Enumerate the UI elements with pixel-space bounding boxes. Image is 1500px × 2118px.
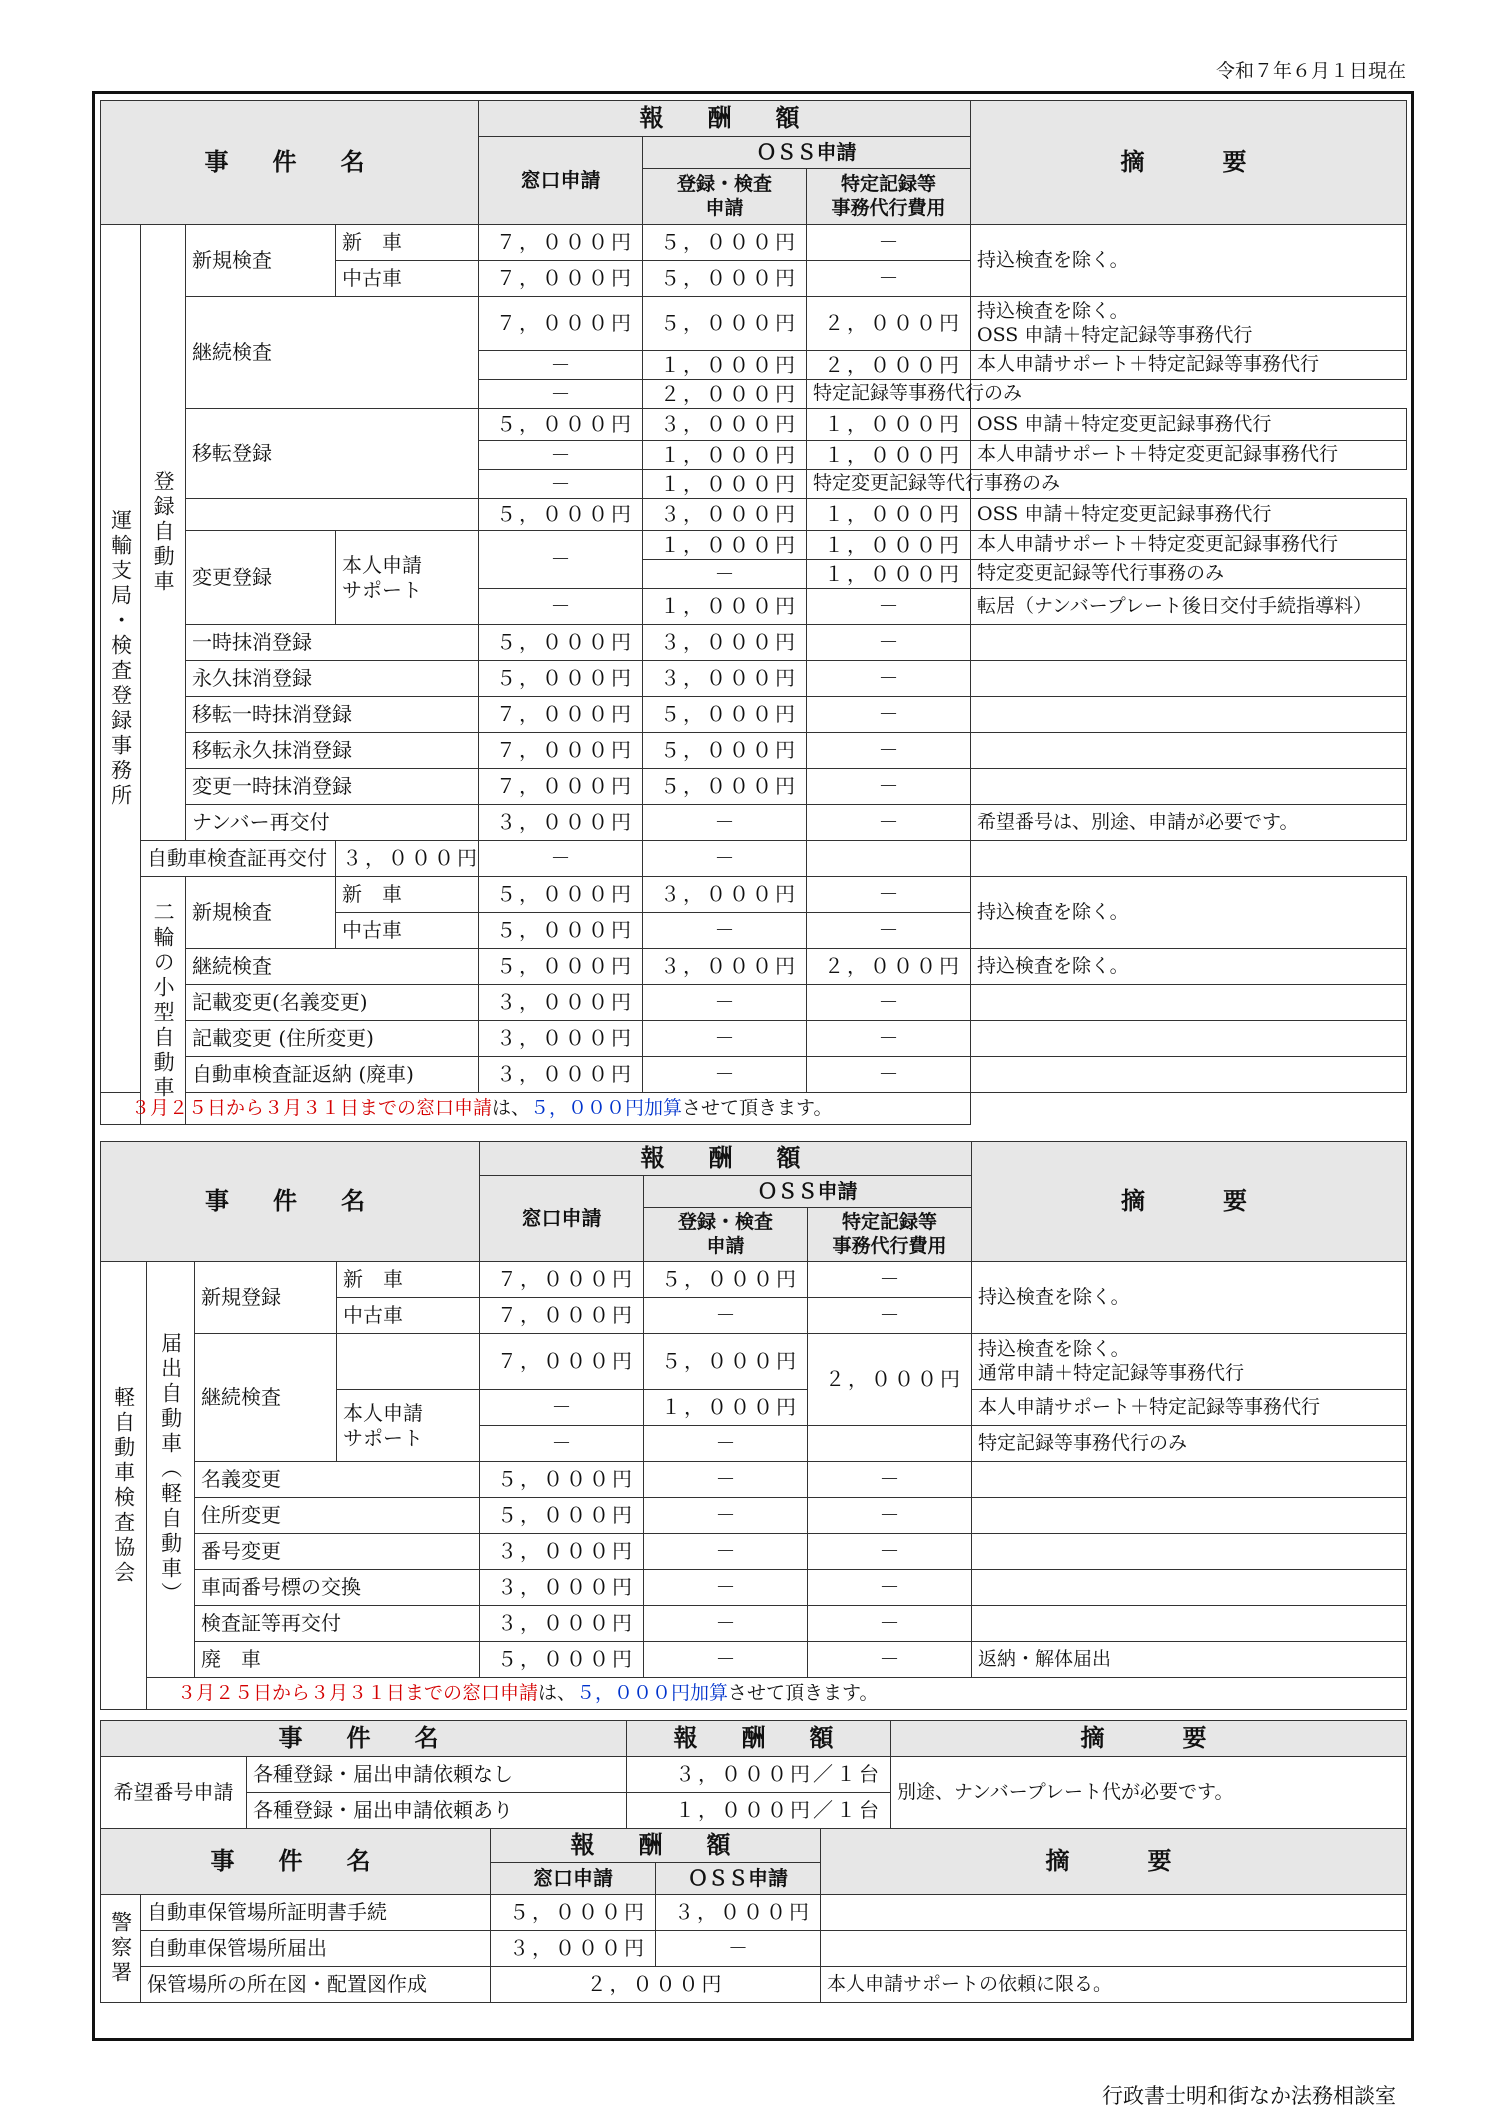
header-hoshu: 報 酬 額 [627, 1721, 891, 1757]
header-oss: ＯＳＳ申請 [643, 137, 971, 169]
item-name: 移転一時抹消登録 [186, 697, 479, 733]
fee-cell: １，０００円 [807, 531, 971, 560]
item-name: 記載変更(名義変更) [186, 985, 479, 1021]
fee-cell: － [643, 1057, 807, 1093]
fee-table-police [100, 1828, 1407, 2003]
fee-cell: － [807, 661, 971, 697]
note-cell [971, 985, 1407, 1021]
item-name: 検査証等再交付 [195, 1606, 480, 1642]
header-madoguchi: 窓口申請 [479, 137, 643, 225]
fee-cell: － [644, 1570, 808, 1606]
fee-cell: ５，０００円 [643, 733, 807, 769]
header-touroku-kensa: 登録・検査 申請 [644, 1208, 808, 1262]
item-keizoku: 継続検査 [186, 297, 479, 409]
fee-cell: － [807, 985, 971, 1021]
fee-cell: ７，０００円 [479, 769, 643, 805]
table-row [101, 661, 1407, 697]
item-name: 自動車保管場所証明書手続 [141, 1895, 491, 1931]
fee-cell: ２，０００円 [491, 1967, 821, 2003]
fee-cell: １，０００円 [807, 441, 971, 470]
fee-cell: － [808, 1606, 972, 1642]
table-row [101, 1021, 1407, 1057]
fee-cell: － [808, 1462, 972, 1498]
item-iten: 移転登録 [186, 409, 479, 499]
fee-cell: ３，０００円 [480, 1606, 644, 1642]
fee-cell: ３，０００円 [491, 1931, 656, 1967]
table-row [101, 769, 1407, 805]
fee-cell: － [643, 913, 807, 949]
fee-cell: － [644, 1462, 808, 1498]
item-name: 変更一時抹消登録 [186, 769, 479, 805]
header-jiken: 事 件 名 [101, 101, 479, 225]
note-cell: 特定記録等事務代行のみ [972, 1426, 1407, 1462]
fee-cell: ３，０００円 [643, 409, 807, 441]
fee-cell: ７，０００円 [480, 1334, 644, 1390]
header-jiken: 事 件 名 [101, 1829, 491, 1895]
item-bike-keizoku: 継続検査 [186, 949, 479, 985]
fee-cell: － [808, 1498, 972, 1534]
table-row [101, 1967, 1407, 2003]
fee-cell: ５，０００円 [643, 769, 807, 805]
fee-cell: － [644, 1298, 808, 1334]
fee-cell: ２，０００円 [807, 351, 971, 380]
fee-cell: － [479, 351, 643, 380]
table-row [101, 1570, 1407, 1606]
as-of-date: 令和７年６月１日現在 [1215, 60, 1406, 82]
item-name: 名義変更 [195, 1462, 480, 1498]
note-cell: 本人申請サポート＋特定記録等事務代行 [971, 351, 1407, 380]
header-oss: ＯＳＳ申請 [656, 1863, 821, 1895]
table-row [101, 1534, 1407, 1570]
fee-cell: １，０００円 [643, 470, 807, 499]
fee-cell: － [807, 733, 971, 769]
note-cell: 持込検査を除く。 OSS 申請＋特定記録等事務代行 [971, 297, 1407, 351]
fee-cell: － [807, 225, 971, 261]
category-two-wheel: 二輪の小型自動車 [141, 877, 186, 1125]
fee-cell: ７，０００円 [480, 1262, 644, 1298]
table-row [101, 1462, 1407, 1498]
item-name: 自動車検査証返納 (廃車) [186, 1057, 479, 1093]
table-row [101, 985, 1407, 1021]
fee-cell: － [644, 1642, 808, 1678]
note-cell: OSS 申請＋特定変更記録事務代行 [971, 409, 1407, 441]
fee-cell: ３，０００円 [480, 1570, 644, 1606]
fee-cell: ３，０００円 [479, 1057, 643, 1093]
sub-support: 本人申請 サポート [336, 531, 479, 625]
sub-new-car: 新 車 [336, 877, 479, 913]
header-tokutei: 特定記録等 事務代行費用 [808, 1208, 972, 1262]
table-row [101, 805, 1407, 841]
fee-cell: － [807, 625, 971, 661]
fee-table-preferred-number [100, 1720, 1407, 1829]
note-cell [972, 1498, 1407, 1534]
fee-cell: ２，０００円 [807, 949, 971, 985]
item-name: 保管場所の所在図・配置図作成 [141, 1967, 491, 2003]
fee-cell: ３，０００円 [643, 625, 807, 661]
header-tekiyo: 摘 要 [971, 101, 1407, 225]
item-name: 各種登録・届出申請依頼あり [247, 1793, 627, 1829]
item-henko: 変更登録 [186, 531, 336, 625]
org-police: 警察署 [101, 1895, 141, 2003]
fee-cell: － [644, 1606, 808, 1642]
fee-cell: ２，０００円 [643, 380, 807, 409]
note-cell: 希望番号は、別途、申請が必要です。 [971, 805, 1407, 841]
fee-cell: － [807, 1021, 971, 1057]
fee-cell: ７，０００円 [479, 733, 643, 769]
fee-table-light-vehicle [100, 1141, 1407, 1710]
fee-cell: ５，０００円 [643, 297, 807, 351]
note-cell [971, 733, 1407, 769]
item-name: 移転永久抹消登録 [186, 733, 479, 769]
note-cell: 持込検査を除く。 [971, 877, 1407, 949]
header-tekiyo: 摘 要 [891, 1721, 1407, 1757]
fee-cell: － [643, 1021, 807, 1057]
fee-cell: ５，０００円 [643, 697, 807, 733]
item-name: 各種登録・届出申請依頼なし [247, 1757, 627, 1793]
item-shinki-touroku: 新規登録 [195, 1262, 337, 1334]
header-jiken: 事 件 名 [101, 1142, 480, 1262]
fee-cell: ２，０００円 [808, 1334, 972, 1426]
fee-cell: ５，０００円 [479, 877, 643, 913]
fee-cell: － [479, 531, 643, 589]
item-name: 自動車検査証再交付 [141, 841, 336, 877]
fee-table-transport-bureau [100, 100, 1407, 1125]
fee-cell: ３，０００円 [479, 1021, 643, 1057]
note-cell [972, 1606, 1407, 1642]
fee-cell: ３，０００円 [656, 1895, 821, 1931]
item-name: ナンバー再交付 [186, 805, 479, 841]
fee-cell: － [479, 841, 643, 877]
org-transport-bureau: 運輸支局・検査登録事務所 [101, 225, 141, 1093]
sub-used-car: 中古車 [336, 261, 479, 297]
fee-cell: － [644, 1534, 808, 1570]
fee-cell: ３，０００円 [336, 841, 479, 877]
note-cell: 持込検査を除く。 [971, 225, 1407, 297]
fee-cell: １，０００円 [807, 560, 971, 589]
org-light-vehicle-association: 軽自動車検査協会 [101, 1262, 147, 1710]
fee-cell: ５，０００円 [491, 1895, 656, 1931]
fee-cell: － [807, 589, 971, 625]
fee-cell: ５，０００円 [479, 499, 643, 531]
item-shinki: 新規検査 [186, 225, 336, 297]
item-name: 住所変更 [195, 1498, 480, 1534]
fee-cell: － [808, 1298, 972, 1334]
item-name: 永久抹消登録 [186, 661, 479, 697]
fee-cell: ５，０００円 [643, 225, 807, 261]
header-tokutei: 特定記録等 事務代行費用 [807, 169, 971, 225]
header-oss: ＯＳＳ申請 [644, 1176, 972, 1208]
note-cell [821, 1895, 1407, 1931]
fee-cell: １，０００円 [643, 441, 807, 470]
item-name: 一時抹消登録 [186, 625, 479, 661]
fee-cell: － [807, 697, 971, 733]
note-cell [971, 1021, 1407, 1057]
fee-cell: ５，０００円 [480, 1462, 644, 1498]
fee-cell: － [807, 805, 971, 841]
fee-cell: － [644, 1426, 808, 1462]
fee-cell: － [643, 841, 807, 877]
fee-cell: ３，０００円 [643, 949, 807, 985]
header-madoguchi: 窓口申請 [480, 1176, 644, 1262]
table-row [101, 1498, 1407, 1534]
fee-cell: １，０００円／１台 [627, 1793, 891, 1829]
fee-cell: ５，０００円 [479, 913, 643, 949]
fee-cell: ３，０００円 [643, 877, 807, 913]
fee-cell: － [479, 470, 643, 499]
item-name: 記載変更 (住所変更) [186, 1021, 479, 1057]
table-row [101, 733, 1407, 769]
fee-cell: ３，０００円／１台 [627, 1757, 891, 1793]
note-cell [972, 1462, 1407, 1498]
fee-cell: ５，０００円 [644, 1262, 808, 1298]
fee-cell: ７，０００円 [480, 1298, 644, 1334]
fee-cell: － [807, 769, 971, 805]
office-name: 行政書士明和街なか法務相談室 [1102, 2084, 1396, 2108]
fee-cell: ３，０００円 [479, 985, 643, 1021]
fee-cell: － [643, 985, 807, 1021]
table-row [101, 1606, 1407, 1642]
table-row [101, 1895, 1407, 1931]
table-row [101, 625, 1407, 661]
table-row [101, 697, 1407, 733]
note-cell: 転居（ナンバープレート後日交付手続指導料） [971, 589, 1407, 625]
note-cell [971, 697, 1407, 733]
item-name: 自動車保管場所届出 [141, 1931, 491, 1967]
fee-cell: ７，０００円 [479, 697, 643, 733]
note-cell [972, 1534, 1407, 1570]
fee-cell: １，０００円 [807, 499, 971, 531]
note-cell [971, 1057, 1407, 1093]
fee-cell: － [807, 1057, 971, 1093]
fee-cell: ７，０００円 [479, 225, 643, 261]
header-tekiyo: 摘 要 [821, 1829, 1407, 1895]
note-cell: 返納・解体届出 [972, 1642, 1407, 1678]
fee-cell: － [643, 805, 807, 841]
note-cell: 本人申請サポート＋特定変更記録事務代行 [971, 531, 1407, 560]
fee-cell: － [479, 441, 643, 470]
note-cell [971, 625, 1407, 661]
item-bike-shinki: 新規検査 [186, 877, 336, 949]
fee-cell [808, 1426, 972, 1462]
note-cell: 別途、ナンバープレート代が必要です。 [891, 1757, 1407, 1829]
item-name: 車両番号標の交換 [195, 1570, 480, 1606]
note-cell [821, 1931, 1407, 1967]
fee-cell: － [479, 380, 643, 409]
fee-cell: － [807, 877, 971, 913]
sub-new-car: 新 車 [336, 225, 479, 261]
note-cell: 本人申請サポートの依頼に限る。 [821, 1967, 1407, 2003]
header-madoguchi: 窓口申請 [491, 1863, 656, 1895]
fee-cell: ５，０００円 [479, 661, 643, 697]
fee-cell: － [808, 1534, 972, 1570]
category-notified-vehicle: 届出自動車（軽自動車） [147, 1262, 195, 1678]
item-name: 廃 車 [195, 1642, 480, 1678]
note-cell [807, 841, 971, 877]
fee-cell: － [643, 560, 807, 589]
note-cell: 特定記録等事務代行のみ [807, 380, 971, 409]
fee-cell: － [479, 589, 643, 625]
fee-cell: － [656, 1931, 821, 1967]
note-cell [972, 1570, 1407, 1606]
fee-cell: ３，０００円 [480, 1534, 644, 1570]
table-row [101, 1057, 1407, 1093]
sub-blank [337, 1334, 480, 1390]
note-cell: 持込検査を除く。 [971, 949, 1407, 985]
sub-support: 本人申請 サポート [337, 1390, 480, 1462]
fee-cell: ５，０００円 [479, 949, 643, 985]
fee-cell: ３，０００円 [479, 805, 643, 841]
header-tekiyo: 摘 要 [972, 1142, 1407, 1262]
header-hoshu: 報 酬 額 [480, 1142, 972, 1176]
header-touroku-kensa: 登録・検査 申請 [643, 169, 807, 225]
fee-cell: － [808, 1642, 972, 1678]
fee-cell: － [808, 1570, 972, 1606]
fee-cell: ３，０００円 [643, 661, 807, 697]
note-cell: 特定変更記録等代行事務のみ [971, 560, 1407, 589]
table-row [101, 1931, 1407, 1967]
header-hoshu: 報 酬 額 [491, 1829, 821, 1863]
fee-cell: － [644, 1498, 808, 1534]
fee-cell: １，０００円 [807, 409, 971, 441]
sub-used-car: 中古車 [336, 913, 479, 949]
fee-cell: ７，０００円 [479, 297, 643, 351]
note-cell [971, 661, 1407, 697]
fee-cell: － [808, 1262, 972, 1298]
fee-cell: ５，０００円 [480, 1642, 644, 1678]
fee-cell: ５，０００円 [479, 409, 643, 441]
fee-cell: １，０００円 [644, 1390, 808, 1426]
fee-cell: － [480, 1426, 644, 1462]
surcharge-notice: ３月２５日から３月３１日までの窓口申請は、５，０００円加算させて頂きます。 [147, 1678, 1407, 1710]
fee-cell: ５，０００円 [480, 1498, 644, 1534]
fee-cell: ５，０００円 [479, 625, 643, 661]
item-name: 番号変更 [195, 1534, 480, 1570]
sub-used-car: 中古車 [337, 1298, 480, 1334]
table-row [101, 1642, 1407, 1678]
item-preferred-number: 希望番号申請 [101, 1757, 247, 1829]
fee-cell: １，０００円 [643, 351, 807, 380]
fee-cell: － [807, 913, 971, 949]
fee-cell: １，０００円 [643, 531, 807, 560]
category-registered-vehicle: 登録自動車 [141, 225, 186, 841]
note-cell [971, 769, 1407, 805]
note-cell: 本人申請サポート＋特定記録等事務代行 [972, 1390, 1407, 1426]
fee-cell: ２，０００円 [807, 297, 971, 351]
fee-cell: － [807, 261, 971, 297]
note-cell: 本人申請サポート＋特定変更記録事務代行 [971, 441, 1407, 470]
header-jiken: 事 件 名 [101, 1721, 627, 1757]
fee-cell: ３，０００円 [643, 499, 807, 531]
note-cell: 持込検査を除く。 [972, 1262, 1407, 1334]
note-cell: 特定変更記録等代行事務のみ [807, 470, 971, 499]
item-henko-blank [186, 499, 479, 531]
fee-cell: ５，０００円 [643, 261, 807, 297]
fee-cell: － [480, 1390, 644, 1426]
note-cell: 持込検査を除く。 通常申請＋特定記録等事務代行 [972, 1334, 1407, 1390]
surcharge-notice: ３月２５日から３月３１日までの窓口申請は、５，０００円加算させて頂きます。 [101, 1093, 971, 1125]
header-hoshu: 報 酬 額 [479, 101, 971, 137]
item-keizoku: 継続検査 [195, 1334, 337, 1462]
fee-cell: １，０００円 [643, 589, 807, 625]
fee-cell: ５，０００円 [644, 1334, 808, 1390]
sub-new-car: 新 車 [337, 1262, 480, 1298]
table-row [101, 841, 1407, 877]
fee-cell: ７，０００円 [479, 261, 643, 297]
note-cell: OSS 申請＋特定変更記録事務代行 [971, 499, 1407, 531]
